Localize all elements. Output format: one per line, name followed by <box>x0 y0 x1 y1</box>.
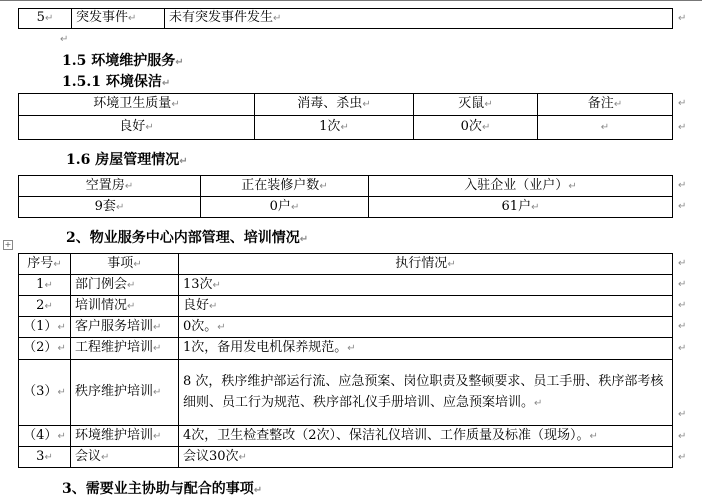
cleaning-table <box>18 93 673 140</box>
row-desc: 会议30次↵ <box>179 447 673 468</box>
row-desc: 4次，卫生检查整改（2次）、保洁礼仪培训、工作质量及标准（现场）。↵ <box>179 426 673 447</box>
section-2-heading: 2、物业服务中心内部管理、培训情况↵ <box>66 230 309 246</box>
table-row <box>19 275 673 296</box>
row-end-mark: ↵ <box>678 409 687 420</box>
table-row <box>19 9 673 29</box>
row-item: 秩序维护培训↵ <box>71 360 179 426</box>
table-row <box>19 447 673 468</box>
row-number: （3）↵ <box>19 360 71 426</box>
header-cell: 正在装修户数↵ <box>201 176 369 197</box>
row-end-mark: ↵ <box>678 98 687 109</box>
table-cell: 1次↵ <box>255 116 414 140</box>
section-1-5-1-heading: 1.5.1 环境保洁↵ <box>62 74 171 90</box>
table-header-row <box>19 176 673 197</box>
table-cell: 9套↵ <box>19 197 201 218</box>
table-row <box>19 317 673 338</box>
header-cell: 消毒、杀虫↵ <box>255 94 414 116</box>
header-cell: 入驻企业（业户）↵ <box>369 176 673 197</box>
row-end-mark: ↵ <box>678 300 687 311</box>
table-row <box>19 360 673 426</box>
page-top-margin-line <box>0 0 702 1</box>
row-end-mark: ↵ <box>678 431 687 442</box>
row-end-mark: ↵ <box>678 122 687 133</box>
table-row <box>19 426 673 447</box>
row-end-mark: ↵ <box>678 279 687 290</box>
section-3-heading: 3、需要业主协助与配合的事项↵ <box>62 481 263 497</box>
row-desc: 8 次，秩序维护部运行流、应急预案、岗位职责及整顿要求、员工手册、秩序部考核细则、员工行为规范、秩序部礼仪手册培训、应急预案培训。↵ <box>179 360 673 426</box>
row-item: 培训情况↵ <box>71 296 179 317</box>
event-table <box>18 8 673 29</box>
row-item: 部门例会↵ <box>71 275 179 296</box>
table-header-row <box>19 94 673 116</box>
row-number: （1）↵ <box>19 317 71 338</box>
row-desc: 未有突发事件发生↵ <box>165 9 673 29</box>
header-cell: 灭鼠↵ <box>414 94 538 116</box>
paragraph-mark: ↵ <box>60 34 69 45</box>
table-row <box>19 296 673 317</box>
row-item: 客户服务培训↵ <box>71 317 179 338</box>
header-cell: 环境卫生质量↵ <box>19 94 255 116</box>
row-end-mark: ↵ <box>678 321 687 332</box>
header-cell: 序号↵ <box>19 254 71 275</box>
header-cell: 备注↵ <box>538 94 673 116</box>
table-row <box>19 116 673 140</box>
row-item: 会议↵ <box>71 447 179 468</box>
header-cell: 执行情况↵ <box>179 254 673 275</box>
table-cell: 0户↵ <box>201 197 369 218</box>
row-end-mark: ↵ <box>678 258 687 269</box>
row-number: 5↵ <box>19 9 72 29</box>
section-1-6-heading: 1.6 房屋管理情况↵ <box>66 152 188 168</box>
table-cell: 良好↵ <box>19 116 255 140</box>
row-item: 突发事件↵ <box>72 9 165 29</box>
row-number: 1↵ <box>19 275 71 296</box>
table-row <box>19 197 673 218</box>
row-item: 环境维护培训↵ <box>71 426 179 447</box>
table-cell: 0次↵ <box>414 116 538 140</box>
row-desc: 1次，备用发电机保养规范。↵ <box>179 338 673 360</box>
row-end-mark: ↵ <box>678 452 687 463</box>
table-move-handle[interactable]: + <box>4 240 12 249</box>
table-header-row <box>19 254 673 275</box>
header-cell: 事项↵ <box>71 254 179 275</box>
row-end-mark: ↵ <box>678 180 687 191</box>
table-cell: 61户↵ <box>369 197 673 218</box>
row-number: 2↵ <box>19 296 71 317</box>
row-number: （4）↵ <box>19 426 71 447</box>
section-1-5-heading: 1.5 环境维护服务↵ <box>62 53 184 69</box>
training-table <box>18 253 673 468</box>
header-cell: 空置房↵ <box>19 176 201 197</box>
row-desc: 13次↵ <box>179 275 673 296</box>
row-number: （2）↵ <box>19 338 71 360</box>
row-end-mark: ↵ <box>678 343 687 354</box>
table-cell: ↵ <box>538 116 673 140</box>
table-row <box>19 338 673 360</box>
house-table <box>18 175 673 218</box>
row-number: 3↵ <box>19 447 71 468</box>
row-desc: 良好↵ <box>179 296 673 317</box>
row-desc: 0次。↵ <box>179 317 673 338</box>
row-end-mark: ↵ <box>678 201 687 212</box>
row-end-mark: ↵ <box>678 13 687 24</box>
row-item: 工程维护培训↵ <box>71 338 179 360</box>
